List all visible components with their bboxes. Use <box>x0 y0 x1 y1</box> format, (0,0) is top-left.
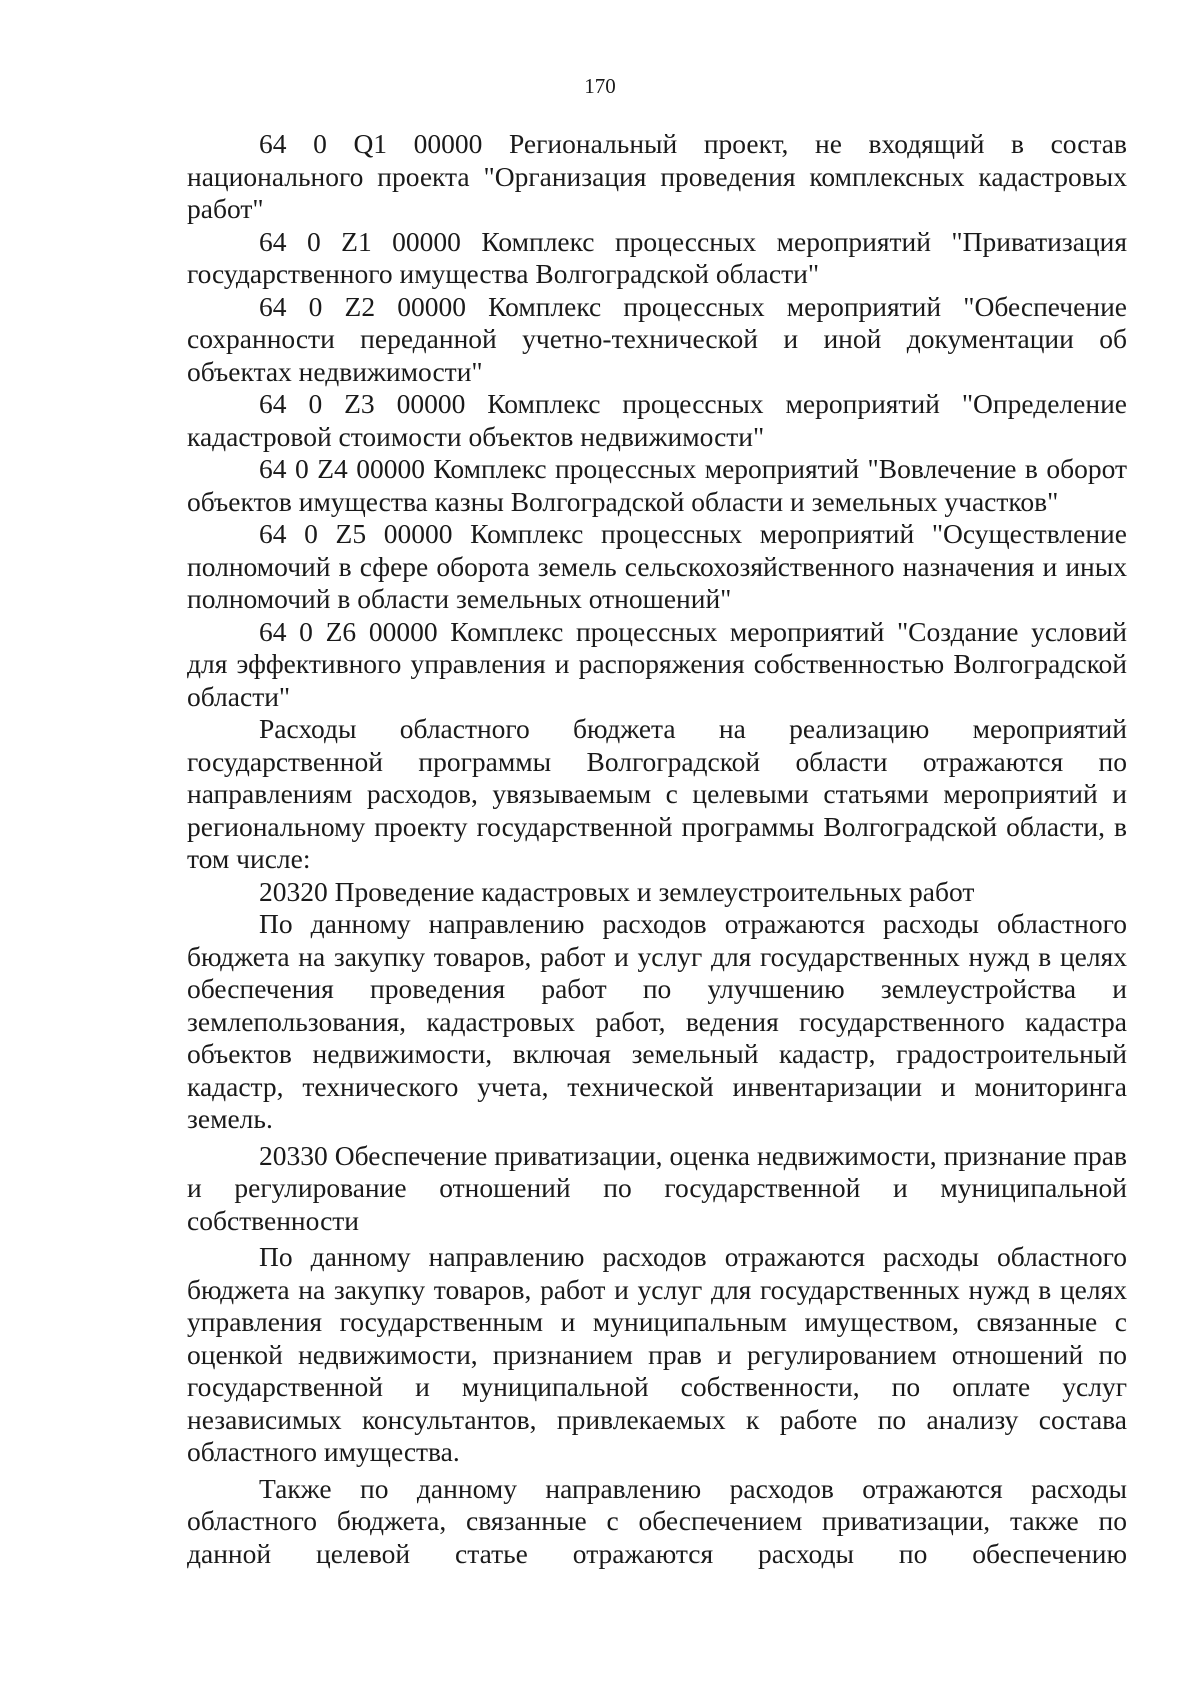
paragraph-z5: 64 0 Z5 00000 Комплекс процессных мероприятий "Осуществление полномочий в сфере оборота земель сельскохозяйственного назначения и иных полномочий в области земельных отношений" <box>187 518 1127 614</box>
paragraph-privatization-continued: Также по данному направлению расходов отражаются расходы областного бюджета, связанные с обеспечением приватизации, также по данной целевой статье отражаются расходы по обеспечению <box>187 1472 1127 1569</box>
heading-20330: 20330 Обеспечение приватизации, оценка недвижимости, признание прав и регулирование отношений по государственной и муниципальной собственности <box>187 1139 1127 1236</box>
paragraph-q1: 64 0 Q1 00000 Региональный проект, не входящий в состав национального проекта "Организация проведения комплексных кадастровых работ" <box>187 128 1127 224</box>
paragraph-z4: 64 0 Z4 00000 Комплекс процессных мероприятий "Вовлечение в оборот объектов имущества казны Волгоградской области и земельных участков" <box>187 453 1127 517</box>
heading-20320: 20320 Проведение кадастровых и землеустроительных работ <box>259 875 975 907</box>
paragraph-expenses-intro: Расходы областного бюджета на реализацию мероприятий государственной программы Волгоградской области отражаются по направлениям расходов, увязываемым с целевыми статьями мероприятий и региональному проекту государственной программы Волгоградской области, в том числе: <box>187 713 1127 874</box>
paragraph-z1: 64 0 Z1 00000 Комплекс процессных мероприятий "Приватизация государственного имущества Волгоградской области" <box>187 225 1127 289</box>
paragraph-z3: 64 0 Z3 00000 Комплекс процессных мероприятий "Определение кадастровой стоимости объектов недвижимости" <box>187 388 1127 452</box>
document-body <box>187 128 1127 1570</box>
paragraph-20330-description: По данному направлению расходов отражаются расходы областного бюджета на закупку товаров, работ и услуг для государственных нужд в целях управления государственным и муниципальным имуществом, связанные с оценкой недвижимости, признанием прав и регулированием отношений по государственной и муниципальной собственности, по оплате услуг независимых консультантов, привлекаемых к работе по анализу состава областного имущества. <box>187 1241 1127 1467</box>
paragraph-z6: 64 0 Z6 00000 Комплекс процессных мероприятий "Создание условий для эффективного управления и распоряжения собственностью Волгоградской области" <box>187 615 1127 712</box>
paragraph-20320-description: По данному направлению расходов отражаются расходы областного бюджета на закупку товаров, работ и услуг для государственных нужд в целях обеспечения проведения работ по улучшению землеустройства и землепользования, кадастровых работ, ведения государственного кадастра объектов недвижимости, включая земельный кадастр, градостроительный кадастр, технического учета, технической инвентаризации и мониторинга земель. <box>187 908 1127 1134</box>
page-number: 170 <box>584 74 616 98</box>
paragraph-z2: 64 0 Z2 00000 Комплекс процессных мероприятий "Обеспечение сохранности переданной учетно-технической и иной документации об объектах недвижимости" <box>187 290 1127 387</box>
